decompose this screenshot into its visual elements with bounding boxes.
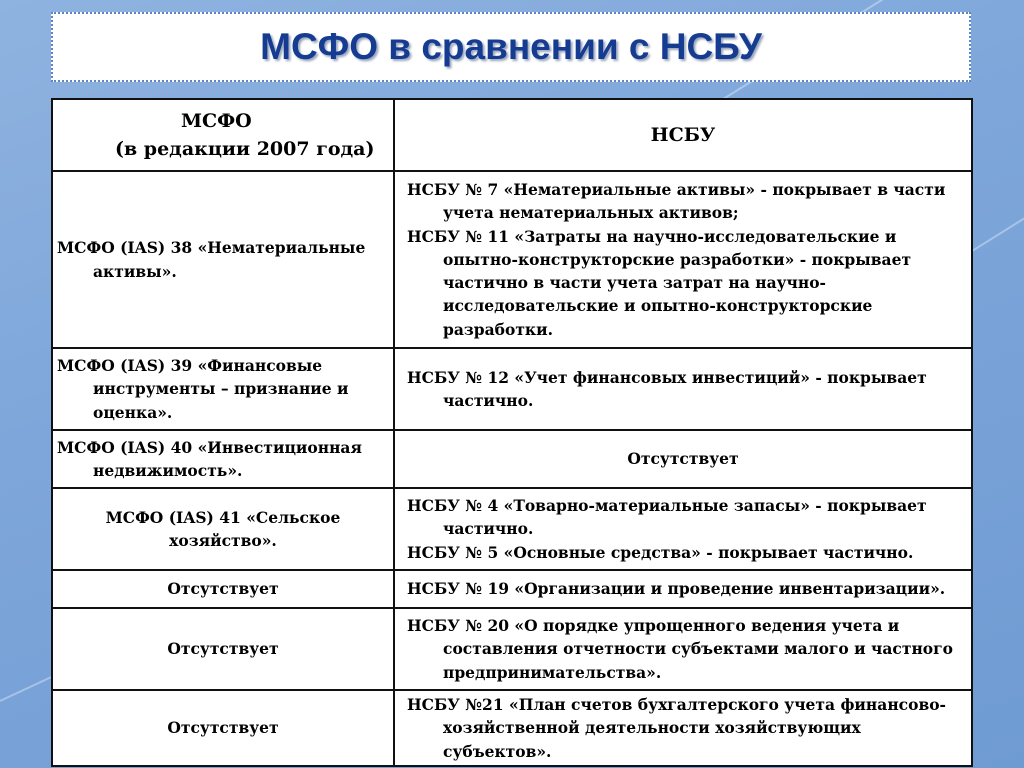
table-header-row (52, 99, 972, 171)
header-ifrs-line2: (в редакции 2007 года) (115, 138, 375, 160)
nsbu-entry: НСБУ № 11 «Затраты на научно-исследовательские и опытно-конструкторские разработки» - покрывает частично в части учета затрат на научно-исследовательские и опытно-конструкторские разработки. (407, 226, 912, 339)
table-row (52, 690, 972, 766)
table-row (52, 348, 972, 430)
row-ifrs-cell: Отсутствует (52, 570, 394, 608)
row-ifrs-cell: МСФО (IAS) 41 «Сельское хозяйство». (52, 488, 394, 570)
row-nsbu-cell (394, 348, 972, 430)
row-ifrs-cell: МСФО (IAS) 40 «Инвестиционная недвижимость». (52, 430, 394, 488)
nsbu-entry: НСБУ № 19 «Организации и проведение инвентаризации». (407, 579, 946, 599)
table-row (52, 430, 972, 488)
nsbu-entry: НСБУ № 7 «Нематериальные активы» - покрывает в части учета нематериальных активов; (407, 180, 946, 223)
comparison-table (51, 98, 973, 767)
header-ifrs-line1: МСФО (181, 109, 252, 132)
table-row (52, 608, 972, 690)
row-nsbu-cell (394, 690, 972, 766)
row-nsbu-cell (394, 488, 972, 570)
header-nsbu: НСБУ (394, 99, 972, 171)
nsbu-entry: НСБУ № 5 «Основные средства» - покрывает частично. (407, 542, 914, 562)
row-nsbu-cell (394, 570, 972, 608)
table-row (52, 488, 972, 570)
slide-title-box (51, 12, 971, 82)
row-nsbu-cell (394, 171, 972, 348)
table-row (52, 171, 972, 348)
nsbu-entry: НСБУ № 20 «О порядке упрощенного ведения учета и составления отчетности субъектами малого и частного предпринимательства». (407, 616, 953, 682)
slide-title: МСФО в сравнении с НСБУ (260, 26, 762, 67)
nsbu-entry: НСБУ № 12 «Учет финансовых инвестиций» - покрывает частично. (407, 367, 927, 410)
row-ifrs-cell: Отсутствует (52, 608, 394, 690)
row-ifrs-cell: МСФО (IAS) 38 «Нематериальные активы». (52, 171, 394, 348)
row-ifrs-cell: Отсутствует (52, 690, 394, 766)
header-ifrs (52, 99, 394, 171)
row-nsbu-cell (394, 608, 972, 690)
table-row (52, 570, 972, 608)
row-nsbu-cell: Отсутствует (394, 430, 972, 488)
nsbu-entry: НСБУ № 4 «Товарно-материальные запасы» - покрывает частично. (407, 496, 927, 539)
nsbu-entry: НСБУ №21 «План счетов бухгалтерского учета финансово-хозяйственной деятельности хозяйствующих субъектов». (407, 695, 946, 761)
row-ifrs-cell: МСФО (IAS) 39 «Финансовые инструменты – признание и оценка». (52, 348, 394, 430)
